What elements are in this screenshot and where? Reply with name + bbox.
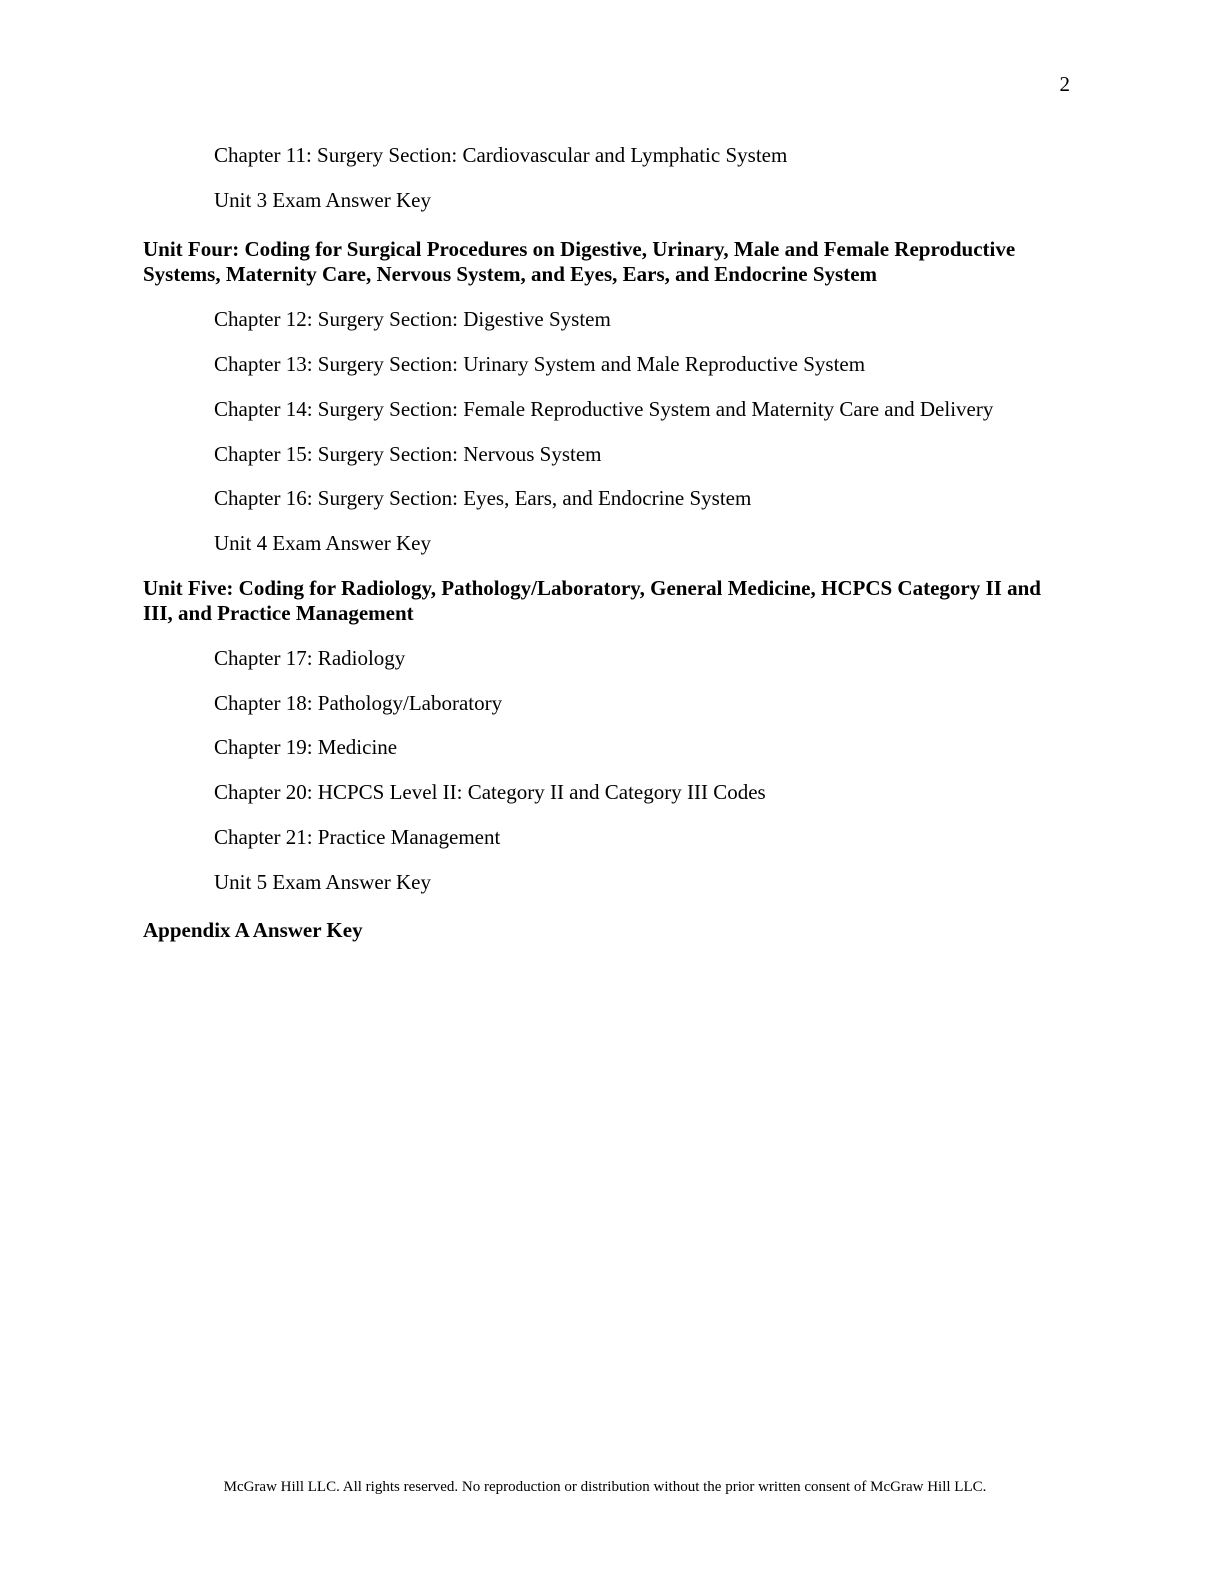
toc-entry-chapter-20: Chapter 20: HCPCS Level II: Category II and Category III Codes <box>214 780 766 804</box>
toc-entry-unit-5-exam: Unit 5 Exam Answer Key <box>214 870 431 894</box>
copyright-footer: McGraw Hill LLC. All rights reserved. No reproduction or distribution without the prior written consent of McGraw Hill LLC. <box>223 1479 987 1495</box>
toc-entry-chapter-16: Chapter 16: Surgery Section: Eyes, Ears, and Endocrine System <box>214 486 752 510</box>
toc-entry-chapter-15: Chapter 15: Surgery Section: Nervous System <box>214 442 602 466</box>
toc-entry-chapter-21: Chapter 21: Practice Management <box>214 825 501 849</box>
toc-entry-unit-3-exam: Unit 3 Exam Answer Key <box>214 188 431 212</box>
unit-five-heading: Unit Five: Coding for Radiology, Pathology/Laboratory, General Medicine, HCPCS Category II and III, and Practice Management <box>143 576 1041 625</box>
page-number: 2 <box>1059 72 1070 96</box>
toc-entry-chapter-19: Chapter 19: Medicine <box>214 735 398 759</box>
toc-entry-chapter-17: Chapter 17: Radiology <box>214 646 406 670</box>
toc-entry-chapter-12: Chapter 12: Surgery Section: Digestive System <box>214 307 611 331</box>
unit-four-heading: Unit Four: Coding for Surgical Procedures on Digestive, Urinary, Male and Female Reproductive Systems, Maternity Care, Nervous System, and Eyes, Ears, and Endocrine System <box>143 237 1016 286</box>
appendix-heading: Appendix A Answer Key <box>143 918 363 942</box>
toc-entry-chapter-18: Chapter 18: Pathology/Laboratory <box>214 691 503 715</box>
toc-entry-unit-4-exam: Unit 4 Exam Answer Key <box>214 531 431 555</box>
toc-entry-chapter-13: Chapter 13: Surgery Section: Urinary System and Male Reproductive System <box>214 352 866 376</box>
toc-entry-chapter-11: Chapter 11: Surgery Section: Cardiovascular and Lymphatic System <box>214 143 788 167</box>
toc-entry-chapter-14: Chapter 14: Surgery Section: Female Reproductive System and Maternity Care and Delivery <box>214 397 994 421</box>
